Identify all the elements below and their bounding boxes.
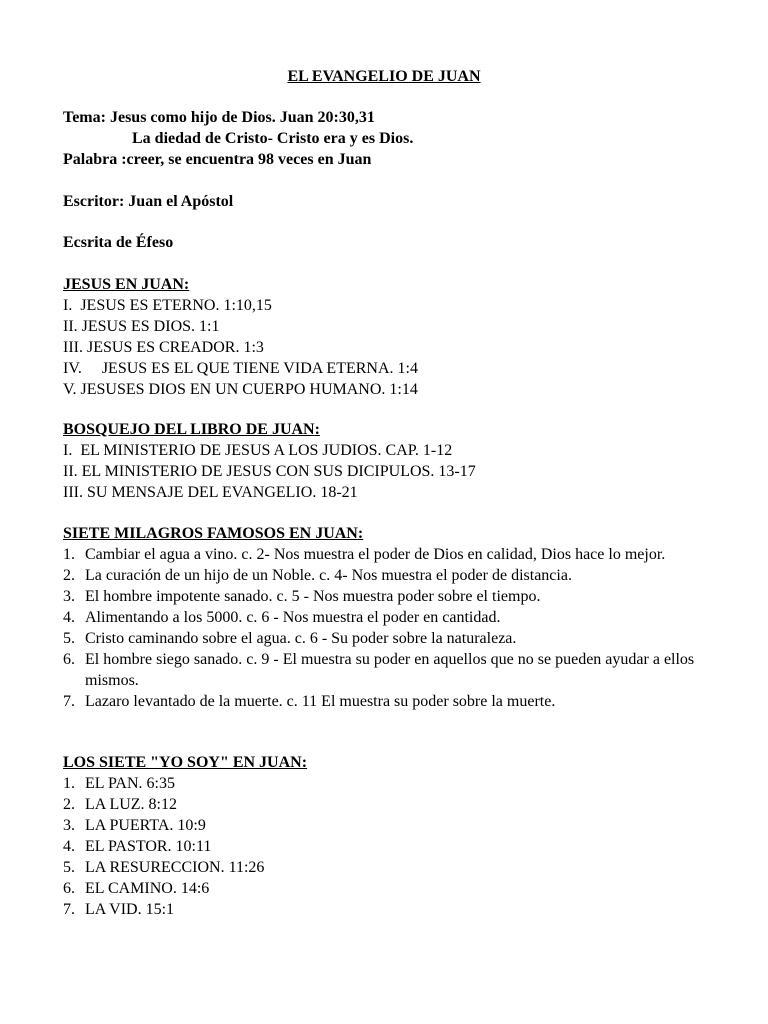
list-item: V. JESUSES DIOS EN UN CUERPO HUMANO. 1:14 [63, 381, 418, 398]
escritor-line: Escritor: Juan el Apóstol [63, 193, 234, 210]
list-item [63, 878, 723, 899]
item-text: LA LUZ. 8:12 [85, 796, 177, 813]
list-item [63, 691, 723, 712]
list-item: II. JESUS ES DIOS. 1:1 [63, 318, 220, 335]
item-number: 3. [63, 817, 75, 834]
item-text: El hombre impotente sanado. c. 5 - Nos muestra poder sobre el tiempo. [85, 588, 541, 605]
item-text: Cambiar el agua a vino. c. 2- Nos muestra el poder de Dios en calidad, Dios hace lo mejor. [85, 546, 666, 563]
palabra-line: Palabra :creer, se encuentra 98 veces en Juan [63, 151, 372, 168]
item-text: EL PASTOR. 10:11 [85, 838, 212, 855]
item-number: 6. [63, 880, 75, 897]
tema-section [63, 107, 723, 170]
item-number: 5. [63, 859, 75, 876]
section-heading [63, 523, 723, 544]
item-text: LA VID. 15:1 [85, 901, 175, 918]
item-text: EL PAN. 6:35 [85, 775, 175, 792]
item-text: La curación de un hijo de un Noble. c. 4- Nos muestra el poder de distancia. [85, 567, 572, 584]
list-item: II. EL MINISTERIO DE JESUS CON SUS DICIPULOS. 13-17 [63, 463, 476, 480]
document-title: EL EVANGELIO DE JUAN [287, 68, 481, 85]
item-number: 3. [63, 588, 75, 605]
item-text: El hombre siego sanado. c. 9 - El muestra su poder en aquellos que no se pueden ayudar a ellos mismos. [85, 651, 695, 689]
item-number: 1. [63, 775, 75, 792]
list-item [63, 607, 723, 628]
list-item [63, 857, 723, 878]
bosquejo-section [63, 419, 723, 503]
list-item [63, 815, 723, 836]
tema-subline: La diedad de Cristo- Cristo era y es Dios. [132, 130, 414, 147]
section-heading: LOS SIETE "YO SOY" EN JUAN: [63, 754, 308, 771]
list-item [63, 836, 723, 857]
item-number: 6. [63, 651, 75, 668]
tema-line: Tema: Jesus como hijo de Dios. Juan 20:30,31 [63, 109, 375, 126]
item-text: Cristo caminando sobre el agua. c. 6 - Su poder sobre la naturaleza. [85, 630, 517, 647]
list-item [63, 794, 723, 815]
heading-text: BOSQUEJO DEL LIBRO DE JUAN [63, 421, 315, 438]
item-text: EL CAMINO. 14:6 [85, 880, 210, 897]
list-item: III. JESUS ES CREADOR. 1:3 [63, 339, 264, 356]
heading-colon: : [357, 525, 364, 542]
list-item [63, 628, 723, 649]
item-number: 4. [63, 838, 75, 855]
list-item [63, 649, 723, 691]
list-item: IV. JESUS ES EL QUE TIENE VIDA ETERNA. 1:4 [63, 360, 418, 377]
section-heading: JESUS EN JUAN: [63, 276, 190, 293]
jesus-en-juan-section [63, 274, 723, 400]
item-text: Lazaro levantado de la muerte. c. 11 El muestra su poder sobre la muerte. [85, 693, 556, 710]
list-item [63, 773, 723, 794]
list-item [63, 544, 723, 565]
item-text: Alimentando a los 5000. c. 6 - Nos muestra el poder en cantidad. [85, 609, 501, 626]
heading-text: SIETE MILAGROS FAMOSOS EN JUAN [63, 525, 358, 542]
item-number: 2. [63, 796, 75, 813]
list-item: III. SU MENSAJE DEL EVANGELIO. 18-21 [63, 484, 358, 501]
item-number: 4. [63, 609, 75, 626]
escrita-line: Ecsrita de Éfeso [63, 234, 174, 251]
list-item [63, 586, 723, 607]
item-number: 1. [63, 546, 75, 563]
list-item: I. JESUS ES ETERNO. 1:10,15 [63, 297, 272, 314]
section-heading [63, 419, 723, 440]
heading-colon: : [314, 421, 320, 438]
list-item [63, 899, 723, 920]
item-text: LA RESURECCION. 11:26 [85, 859, 265, 876]
item-number: 7. [63, 901, 75, 918]
item-text: LA PUERTA. 10:9 [85, 817, 206, 834]
milagros-section [63, 523, 723, 712]
item-number: 2. [63, 567, 75, 584]
item-number: 7. [63, 693, 75, 710]
list-item: I. EL MINISTERIO DE JESUS A LOS JUDIOS. CAP. 1-12 [63, 442, 453, 459]
yo-soy-section [63, 752, 723, 920]
list-item [63, 565, 723, 586]
item-number: 5. [63, 630, 75, 647]
